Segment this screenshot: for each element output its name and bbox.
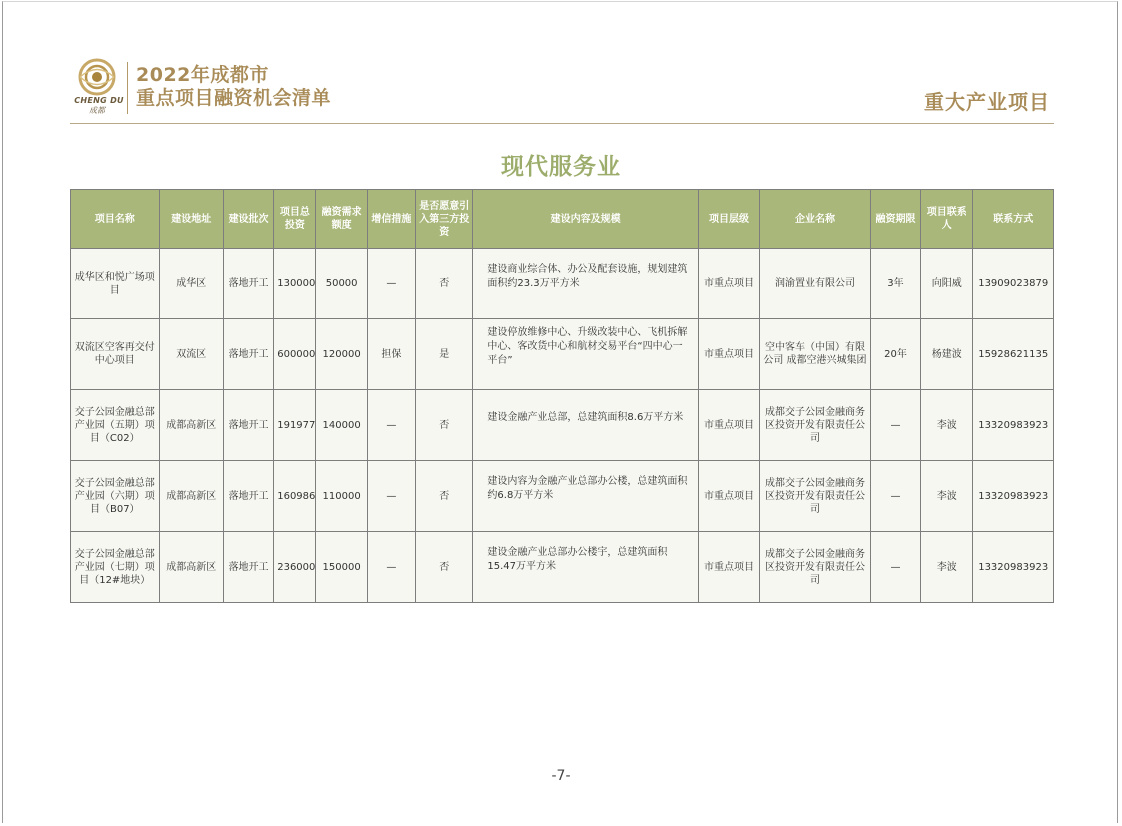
cell-total-investment: 191977 bbox=[274, 390, 316, 461]
cell-total-investment: 130000 bbox=[274, 249, 316, 319]
cell-total-investment: 600000 bbox=[274, 319, 316, 390]
header-credit-enhancement: 增信措施 bbox=[367, 190, 415, 249]
cell-phone: 13320983923 bbox=[973, 532, 1054, 603]
cell-project-name: 成华区和悦广场项目 bbox=[71, 249, 160, 319]
cell-location: 成都高新区 bbox=[159, 532, 223, 603]
cell-contact-person: 杨建波 bbox=[921, 319, 973, 390]
cell-project-name: 交子公园金融总部产业园（六期）项目（B07） bbox=[71, 461, 160, 532]
header-contact-person: 项目联系人 bbox=[921, 190, 973, 249]
cell-location: 成都高新区 bbox=[159, 390, 223, 461]
cell-financing-need: 50000 bbox=[316, 249, 367, 319]
cell-term: 20年 bbox=[870, 319, 920, 390]
cell-batch: 落地开工 bbox=[223, 390, 273, 461]
cell-level: 市重点项目 bbox=[698, 532, 759, 603]
cell-total-investment: 236000 bbox=[274, 532, 316, 603]
cell-company: 成都交子公园金融商务区投资开发有限责任公司 bbox=[760, 532, 871, 603]
table-row bbox=[71, 461, 1054, 532]
page-number: -7- bbox=[551, 768, 571, 784]
cell-project-name: 双流区空客再交付中心项目 bbox=[71, 319, 160, 390]
cell-content-text: 建设内容为金融产业总部办公楼，总建筑面积约6.8万平方米 bbox=[487, 476, 688, 501]
cell-credit-enhancement: 担保 bbox=[367, 319, 415, 390]
table-row bbox=[71, 532, 1054, 603]
logo-divider bbox=[127, 62, 128, 114]
title-line-1: 2022年成都市 bbox=[136, 64, 269, 86]
cell-third-party: 否 bbox=[416, 390, 473, 461]
cell-content bbox=[473, 461, 698, 532]
cell-batch: 落地开工 bbox=[223, 319, 273, 390]
cell-location: 成华区 bbox=[159, 249, 223, 319]
cell-location: 成都高新区 bbox=[159, 461, 223, 532]
cell-credit-enhancement: — bbox=[367, 461, 415, 532]
cell-content-text: 建设商业综合体、办公及配套设施，规划建筑面积约23.3万平方米 bbox=[487, 263, 688, 289]
cell-content-text: 建设金融产业总部办公楼宇，总建筑面积15.47万平方米 bbox=[487, 547, 668, 572]
cell-level: 市重点项目 bbox=[698, 319, 759, 390]
table-header-row bbox=[71, 190, 1054, 249]
header-term: 融资期限 bbox=[870, 190, 920, 249]
cell-batch: 落地开工 bbox=[223, 532, 273, 603]
cell-level: 市重点项目 bbox=[698, 390, 759, 461]
header-content: 建设内容及规模 bbox=[473, 190, 698, 249]
cell-batch: 落地开工 bbox=[223, 461, 273, 532]
cell-third-party: 否 bbox=[416, 249, 473, 319]
cell-financing-need: 110000 bbox=[316, 461, 367, 532]
cell-term: — bbox=[870, 461, 920, 532]
header-total-investment: 项目总投资 bbox=[274, 190, 316, 249]
cell-contact-person: 李波 bbox=[921, 461, 973, 532]
cell-contact-person: 李波 bbox=[921, 390, 973, 461]
cell-credit-enhancement: — bbox=[367, 390, 415, 461]
header-batch: 建设批次 bbox=[223, 190, 273, 249]
cell-content bbox=[473, 249, 698, 319]
cell-content-text: 建设停放维修中心、升级改装中心、飞机拆解中心、客改货中心和航材交易平台“四中心一平台” bbox=[487, 327, 688, 366]
cell-project-name: 交子公园金融总部产业园（五期）项目（C02） bbox=[71, 390, 160, 461]
logo-text-cn: 成都 bbox=[89, 106, 105, 115]
cell-third-party: 否 bbox=[416, 461, 473, 532]
cell-content bbox=[473, 390, 698, 461]
section-tag: 重大产业项目 bbox=[924, 90, 1050, 114]
header-level: 项目层级 bbox=[698, 190, 759, 249]
category-title: 现代服务业 bbox=[501, 154, 621, 180]
table-row bbox=[71, 390, 1054, 461]
cell-contact-person: 向阳威 bbox=[921, 249, 973, 319]
cell-term: — bbox=[870, 532, 920, 603]
cell-content bbox=[473, 319, 698, 390]
cell-term: — bbox=[870, 390, 920, 461]
header-third-party: 是否愿意引入第三方投资 bbox=[416, 190, 473, 249]
document-title bbox=[136, 64, 331, 110]
cell-level: 市重点项目 bbox=[698, 249, 759, 319]
header-company: 企业名称 bbox=[760, 190, 871, 249]
cell-phone: 13320983923 bbox=[973, 390, 1054, 461]
logo-text-en: CHENG DU bbox=[74, 96, 124, 105]
cell-phone: 13909023879 bbox=[973, 249, 1054, 319]
cell-credit-enhancement: — bbox=[367, 249, 415, 319]
header-location: 建设地址 bbox=[159, 190, 223, 249]
table-row bbox=[71, 249, 1054, 319]
cell-financing-need: 140000 bbox=[316, 390, 367, 461]
cell-company: 成都交子公园金融商务区投资开发有限责任公司 bbox=[760, 461, 871, 532]
cell-credit-enhancement: — bbox=[367, 532, 415, 603]
page-header bbox=[0, 0, 1122, 126]
cell-batch: 落地开工 bbox=[223, 249, 273, 319]
header-project-name: 项目名称 bbox=[71, 190, 160, 249]
cell-company: 成都交子公园金融商务区投资开发有限责任公司 bbox=[760, 390, 871, 461]
cell-company: 润渝置业有限公司 bbox=[760, 249, 871, 319]
header-phone: 联系方式 bbox=[973, 190, 1054, 249]
cell-third-party: 是 bbox=[416, 319, 473, 390]
cell-term: 3年 bbox=[870, 249, 920, 319]
cell-level: 市重点项目 bbox=[698, 461, 759, 532]
header-financing-need: 融资需求额度 bbox=[316, 190, 367, 249]
cell-total-investment: 160986 bbox=[274, 461, 316, 532]
cell-location: 双流区 bbox=[159, 319, 223, 390]
cell-phone: 15928621135 bbox=[973, 319, 1054, 390]
title-line-2: 重点项目融资机会清单 bbox=[136, 87, 332, 109]
header-rule bbox=[70, 123, 1054, 124]
cell-company: 空中客车（中国）有限公司 成都空港兴城集团 bbox=[760, 319, 871, 390]
cell-financing-need: 150000 bbox=[316, 532, 367, 603]
cell-project-name: 交子公园金融总部产业园（七期）项目（12#地块） bbox=[71, 532, 160, 603]
table-row bbox=[71, 319, 1054, 390]
cell-content bbox=[473, 532, 698, 603]
projects-table bbox=[70, 189, 1054, 603]
cell-third-party: 否 bbox=[416, 532, 473, 603]
cell-contact-person: 李波 bbox=[921, 532, 973, 603]
cell-financing-need: 120000 bbox=[316, 319, 367, 390]
cell-content-text: 建设金融产业总部，总建筑面积8.6万平方米 bbox=[487, 412, 684, 423]
cell-phone: 13320983923 bbox=[973, 461, 1054, 532]
